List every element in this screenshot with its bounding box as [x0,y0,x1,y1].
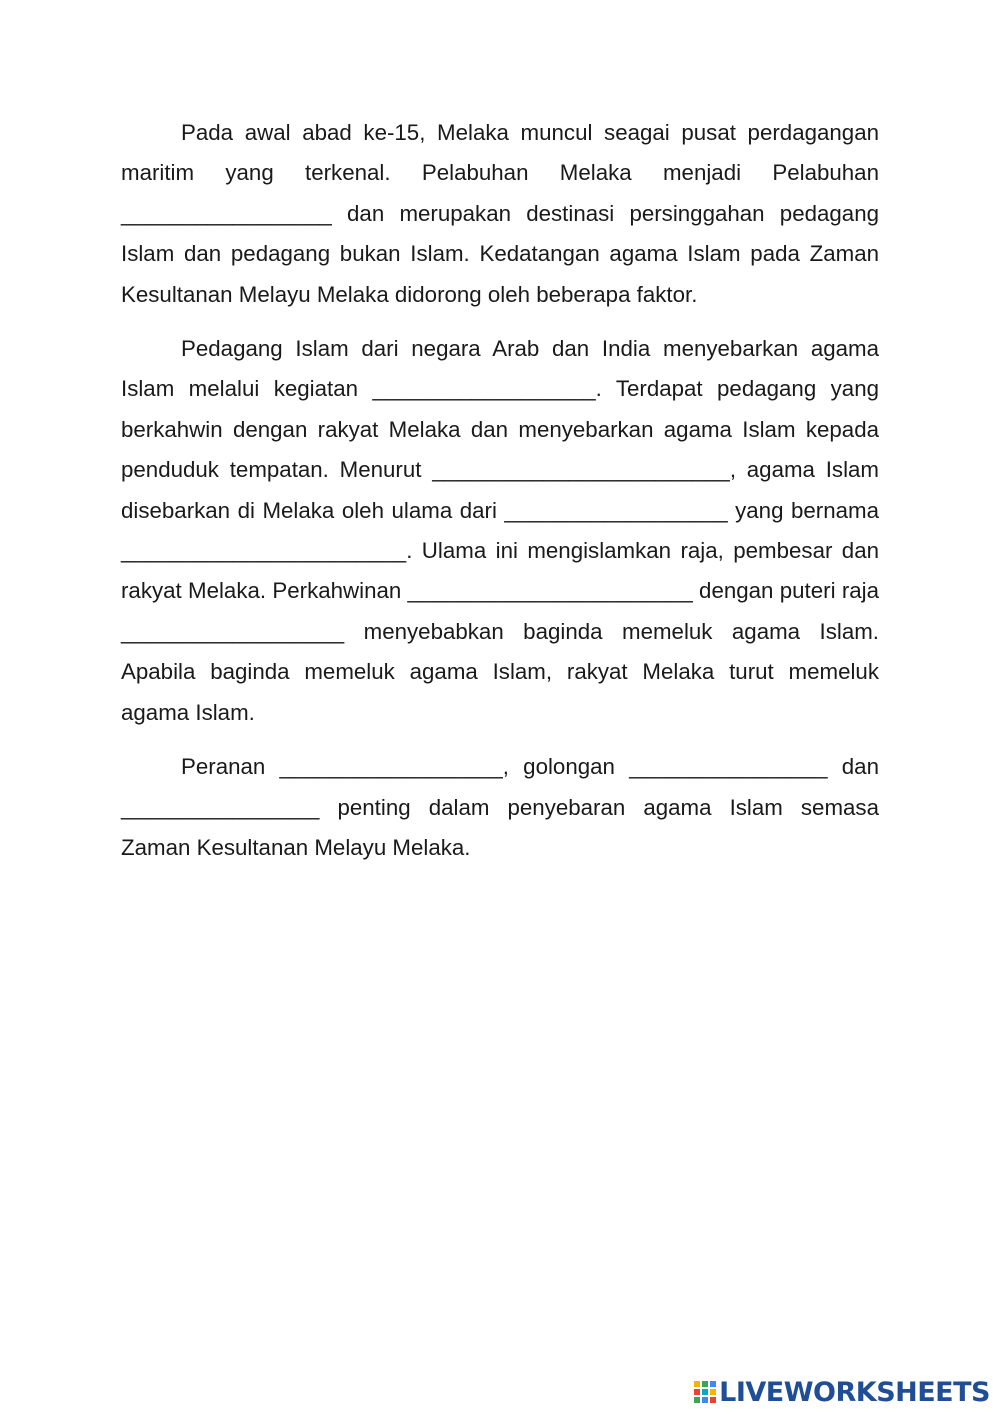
paragraph-2: Pedagang Islam dari negara Arab dan India menyebarkan agama Islam melalui kegiatan __________________. Terdapat pedagang yang berkahwin dengan rakyat Melaka dan menyebarkan agama Islam kepada penduduk tempatan. Menurut ________________________, agama Islam disebarkan di Melaka oleh ulama dari __________________ yang bernama _______________________. Ulama ini mengislamkan raja, pembesar dan rakyat Melaka. Perkahwinan _______________________ dengan puteri raja __________________ menyebabkan baginda memeluk agama Islam. Apabila baginda memeluk agama Islam, rakyat Melaka turut memeluk agama Islam. [121,336,879,725]
paragraph-3: Peranan __________________, golongan ________________ dan ________________ penting dalam penyebaran agama Islam semasa Zaman Kesultanan Melayu Melaka. [121,754,879,860]
worksheet-text [121,113,879,882]
paragraph-1: Pada awal abad ke-15, Melaka muncul seagai pusat perdagangan maritim yang terkenal. Pelabuhan Melaka menjadi Pelabuhan _________________ dan merupakan destinasi persinggahan pedagang Islam dan pedagang bukan Islam. Kedatangan agama Islam pada Zaman Kesultanan Melayu Melaka didorong oleh beberapa faktor. [121,120,879,307]
liveworksheets-brand [694,1375,990,1409]
brand-text: LIVEWORKSHEETS [719,1376,990,1408]
liveworksheets-logo-icon [694,1381,716,1403]
